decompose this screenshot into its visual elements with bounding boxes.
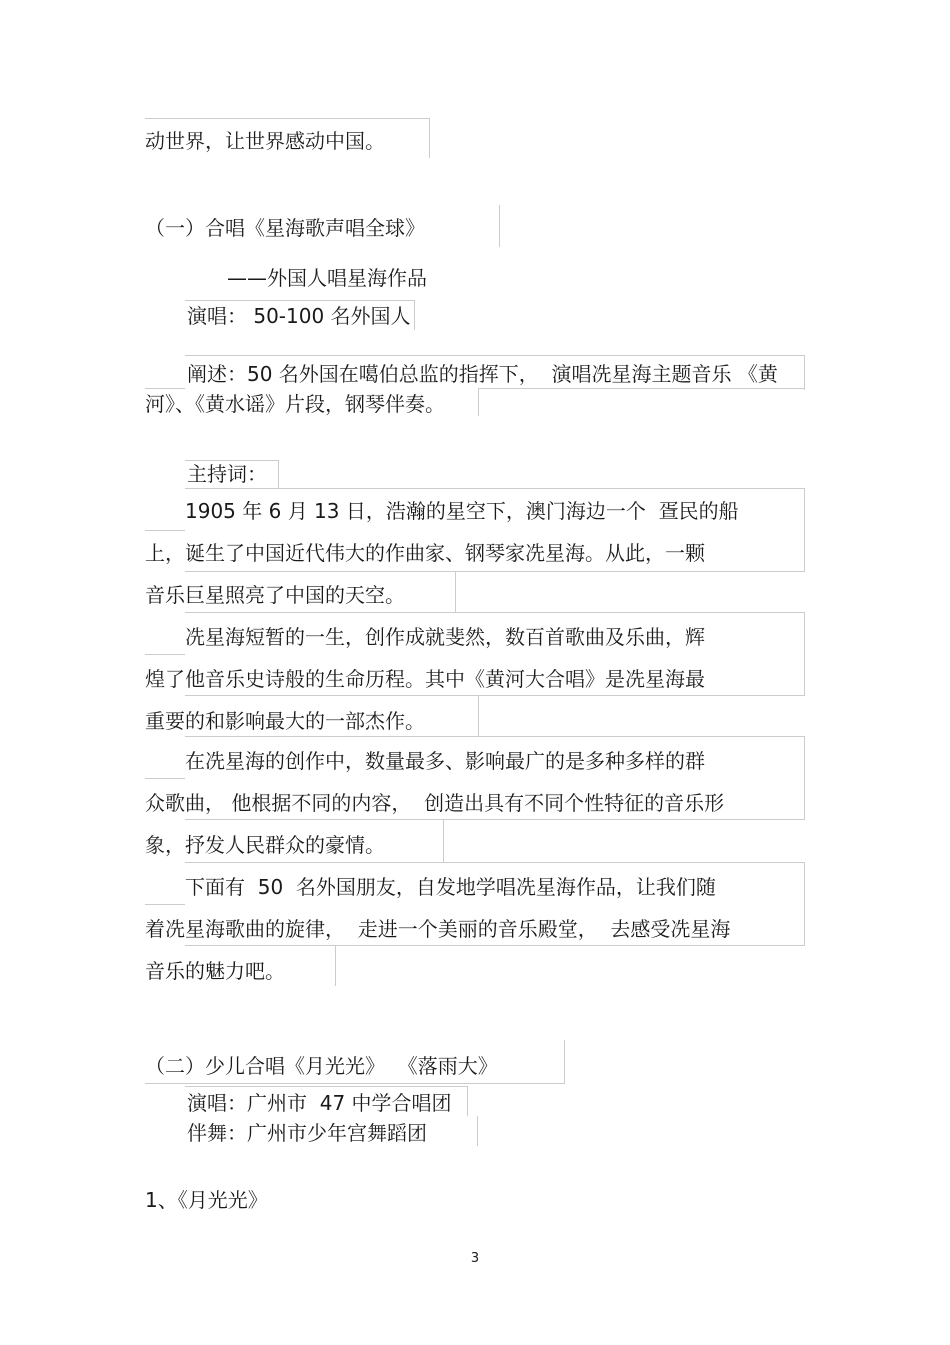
frame-artifact (455, 572, 805, 612)
song-item: 1、《月光光》 (145, 1188, 268, 1212)
host-script-line: 音乐巨星照亮了中国的天空。 (145, 583, 405, 607)
host-script-line: 重要的和影响最大的一部杰作。 (145, 709, 425, 733)
frame-artifact (478, 696, 805, 736)
host-script-line: 下面有 50 名外国朋友，自发地学唱冼星海作品，让我们随 (185, 875, 716, 899)
host-script-line: 着冼星海歌曲的旋律， 走进一个美丽的音乐殿堂， 去感受冼星海 (145, 917, 731, 941)
frame-artifact (443, 820, 805, 862)
host-script-line: 在冼星海的创作中，数量最多、影响最广的是多种多样的群 (185, 749, 705, 773)
performer-line: 演唱： 50-100 名外国人 (187, 304, 411, 328)
host-script-line: 冼星海短暂的一生，创作成就斐然，数百首歌曲及乐曲，辉 (185, 625, 705, 649)
host-script-line: 众歌曲， 他根据不同的内容， 创造出具有不同个性特征的音乐形 (145, 791, 725, 815)
indent-tick (145, 778, 185, 779)
indent-tick (145, 388, 185, 389)
host-script-line: 煌了他音乐史诗般的生命历程。其中《黄河大合唱》是冼星海最 (145, 667, 705, 691)
description-line: 阐述：50 名外国在噶伯总监的指挥下， 演唱冼星海主题音乐 《黄 (187, 362, 778, 386)
host-script-line: 1905 年 6 月 13 日，浩瀚的星空下，澳门海边一个 疍民的船 (185, 499, 739, 523)
host-script-line: 象，抒发人民群众的豪情。 (145, 833, 385, 857)
host-script-line: 上，诞生了中国近代伟大的作曲家、钢琴家冼星海。从此，一颗 (145, 541, 705, 565)
host-script-line: 音乐的魅力吧。 (145, 959, 285, 983)
frame-artifact (335, 946, 805, 986)
page-number: 3 (470, 1251, 480, 1266)
section-heading: （二）少儿合唱《月光光》 《落雨大》 (145, 1054, 498, 1078)
indent-tick (145, 904, 185, 905)
frame-artifact (478, 388, 805, 416)
performer-line: 演唱：广州市 47 中学合唱团 (187, 1091, 452, 1115)
indent-tick (145, 654, 185, 655)
host-script-label: 主持词： (187, 462, 267, 486)
indent-tick (145, 530, 185, 531)
description-line: 河》、《黄水谣》片段，钢琴伴奏。 (145, 392, 445, 416)
text-line: 动世界，让世界感动中国。 (145, 129, 385, 153)
dancer-line: 伴舞：广州市少年宫舞蹈团 (187, 1121, 427, 1145)
section-subtitle: ——外国人唱星海作品 (227, 266, 427, 290)
section-heading: （一）合唱《星海歌声唱全球》 (145, 216, 425, 240)
